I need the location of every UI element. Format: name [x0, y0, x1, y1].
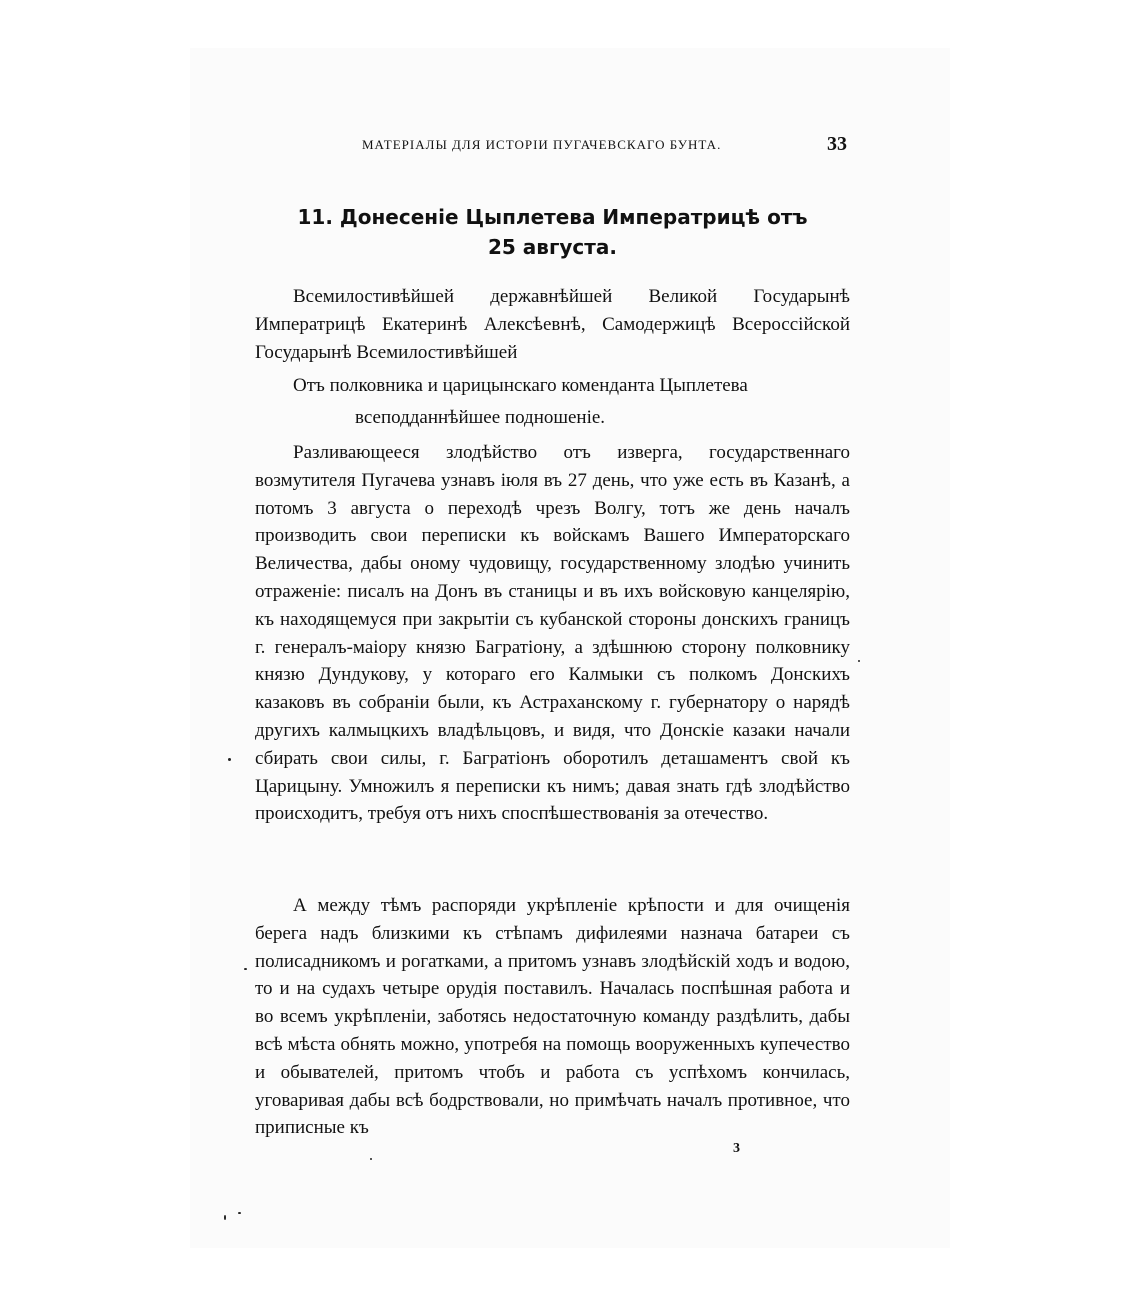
signature-mark: 3 [733, 1141, 740, 1156]
heading-line-2: 25 августа. [488, 235, 617, 259]
address-paragraph: Всемилостивѣйшей державнѣйшей Великой Государынѣ Императрицѣ Екатеринѣ Алексѣевнѣ, Самодержицѣ Всероссійской Государынѣ Всемилостивѣйшей [255, 286, 850, 363]
heading-line-1: 11. Донесеніе Цыплетева Императрицѣ отъ [297, 205, 808, 229]
from-line: Отъ полковника и царицынскаго коменданта Цыплетева [293, 375, 748, 396]
scan-speck [858, 660, 860, 662]
scan-speck [238, 1212, 241, 1214]
running-header [255, 133, 850, 157]
document-heading [255, 202, 850, 262]
body-paragraph: А между тѣмъ распоряди укрѣпленіе крѣпости и для очищенія берега надъ близкими къ стѣпамъ дифилеями назнача батареи съ полисадникомъ и рогатками, а притомъ узнавъ злодѣйскій ходъ и водою, то и на судахъ четыре орудія поставилъ. Началась поспѣшная работа и во всемъ укрѣпленіи, заботясь недостаточную команду раздѣлить, дабы всѣ мѣста обнять можно, употребя на помощь вооруженныхъ купечество и обывателей, притомъ чтобъ и работа съ успѣхомъ кончилась, уговаривая дабы всѣ бодрствовали, но примѣчать началъ противное, что приписные къ [255, 895, 850, 1139]
body-paragraph: Разливающееся злодѣйство отъ изверга, государственнаго возмутителя Пугачева узнавъ іюля въ 27 день, что уже есть въ Казанѣ, а потомъ 3 августа о переходѣ чрезъ Волгу, тотъ же день началъ производить свои переписки къ войскамъ Вашего Императорскаго Величества, дабы оному чудовищу, государственному злодѣю учинить отраженіе: писалъ на Донъ въ станицы и въ ихъ войсковую канцелярію, къ находящемуся при закрытіи съ кубанской стороны донскихъ границъ г. генералъ-маіору князю Багратіону, а здѣшнюю сторону полковнику князю Дундукову, у котораго его Калмыки съ полкомъ Донскихъ казаковъ въ собраніи были, къ Астраханскому г. губернатору о нарядѣ другихъ калмыцкихъ владѣльцовъ, и видя, что Донскіе казаки начали сбирать свои силы, г. Багратіонъ оборотилъ деташаментъ свой къ Царицыну. Умножилъ я переписки къ нимъ; давая знать гдѣ злодѣйство происходитъ, требуя отъ нихъ споспѣшествованія за отечество. [255, 442, 850, 825]
page-number: 33 [827, 133, 847, 155]
scan-speck [370, 1158, 372, 1160]
scan-speck [228, 758, 231, 761]
scan-speck [244, 968, 247, 970]
subtitle-line: всеподданнѣйшее подношеніе. [355, 407, 606, 428]
running-title: МАТЕРІАЛЫ ДЛЯ ИСТОРІИ ПУГАЧЕВСКАГО БУНТА. [362, 137, 722, 152]
scan-speck [224, 1215, 226, 1220]
